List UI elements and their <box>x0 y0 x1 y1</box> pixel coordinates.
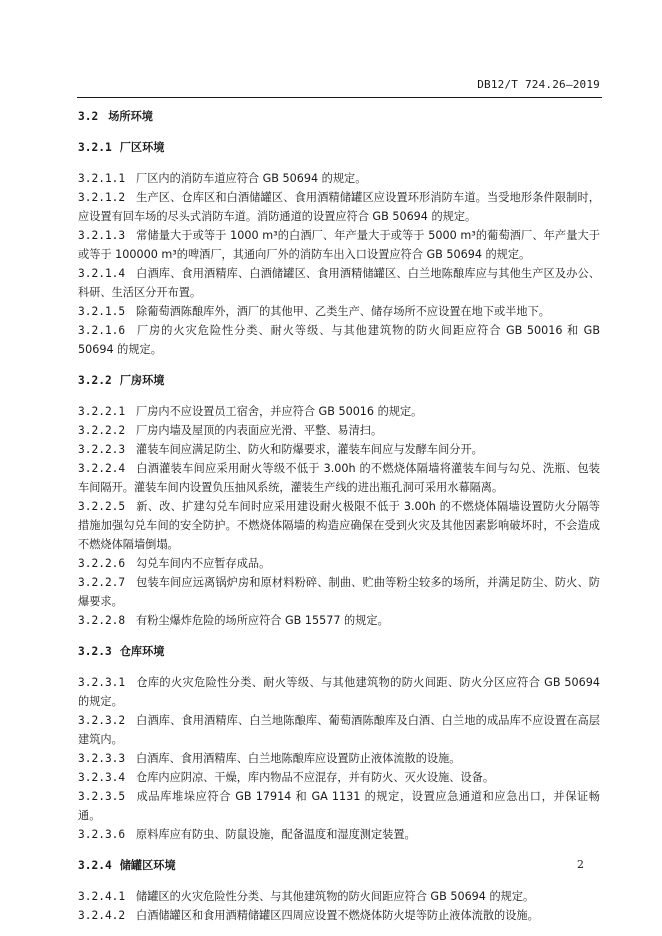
subsection-heading <box>78 856 600 875</box>
spacer <box>78 359 600 371</box>
clause-text: 储罐区的火灾危险性分类、与其他建筑物的防火间距应符合 GB 50694 的规定。 <box>136 890 535 903</box>
spacer <box>78 875 600 887</box>
clause-text: 成品库堆垛应符合 GB 17914 和 GA 1131 的规定，设置应急通道和应急出口，并保证畅通。 <box>78 790 600 822</box>
clause-paragraph <box>78 440 600 459</box>
spacer <box>78 661 600 673</box>
clause-paragraph <box>78 906 600 925</box>
subsection-number: 3.2.2 <box>78 374 112 387</box>
clause-paragraph <box>78 459 600 497</box>
clause-paragraph <box>78 787 600 825</box>
clause-number: 3.2.4.2 <box>78 909 126 922</box>
clause-number: 3.2.4.1 <box>78 890 126 903</box>
clause-paragraph <box>78 711 600 749</box>
standard-code: DB12/T 724.26—2019 <box>477 78 600 91</box>
subsection-number: 3.2.1 <box>78 141 112 154</box>
clause-text: 厂房内墙及屋顶的内表面应光滑、平整、易清扫。 <box>136 424 383 437</box>
document-body <box>78 107 600 925</box>
clause-paragraph <box>78 497 600 554</box>
subsection-title: 储罐区环境 <box>119 859 176 872</box>
clause-number: 3.2.3.2 <box>78 714 126 727</box>
clause-text: 勾兑车间内不应暂存成品。 <box>136 557 271 570</box>
section-heading <box>78 107 600 126</box>
clause-text: 白酒库、食用酒精库、白兰地陈酿库应设置防止液体流散的设施。 <box>136 752 461 765</box>
clause-paragraph <box>78 321 600 359</box>
subsection-heading <box>78 138 600 157</box>
clause-text: 白酒储罐区和食用酒精储罐区四周应设置不燃烧体防火堤等防止液体流散的设施。 <box>136 909 539 922</box>
clause-text: 白酒库、食用酒精库、白兰地陈酿库、葡萄酒陈酿库及白酒、白兰地的成品库不应设置在高层建筑内。 <box>78 714 600 746</box>
clause-text: 常储量大于或等于 1000 m³的白酒厂、年产量大于或等于 5000 m³的葡萄酒厂、年产量大于或等于 100000 m³的啤酒厂，其通向厂外的消防车出入口设置应符合 GB 50694 的规定。 <box>78 229 600 261</box>
clause-paragraph <box>78 402 600 421</box>
clause-number: 3.2.1.5 <box>78 305 126 318</box>
clause-paragraph <box>78 573 600 611</box>
clause-number: 3.2.2.2 <box>78 424 126 437</box>
clause-number: 3.2.2.4 <box>78 462 126 475</box>
clause-paragraph <box>78 554 600 573</box>
clause-text: 新、改、扩建勾兑车间时应采用建设耐火极限不低于 3.00h 的不燃烧体隔墙设置防火分隔等措施加强勾兑车间的安全防护。不燃烧体隔墙的构造应确保在受到火灾及其他因素影响破坏时，不会造成不燃烧体隔墙倒塌。 <box>78 500 600 551</box>
subsection-title: 厂房环境 <box>119 374 165 387</box>
clause-paragraph <box>78 302 600 321</box>
subsection-title: 仓库环境 <box>119 645 165 658</box>
subsection-list <box>78 126 600 925</box>
clause-paragraph <box>78 264 600 302</box>
subsection-heading <box>78 371 600 390</box>
clause-number: 3.2.1.2 <box>78 191 126 204</box>
clause-number: 3.2.2.7 <box>78 576 126 589</box>
header-rule <box>77 97 602 98</box>
clause-number: 3.2.3.5 <box>78 790 126 803</box>
clause-number: 3.2.3.4 <box>78 771 126 784</box>
clause-number: 3.2.2.1 <box>78 405 126 418</box>
subsection-number: 3.2.3 <box>78 645 112 658</box>
clause-text: 有粉尘爆炸危险的场所应符合 GB 15577 的规定。 <box>136 614 389 627</box>
clause-text: 除葡萄酒陈酿库外，酒厂的其他甲、乙类生产、储存场所不应设置在地下或半地下。 <box>136 305 550 318</box>
clause-text: 原料库应有防虫、防鼠设施，配备温度和湿度测定装置。 <box>136 828 416 841</box>
clause-number: 3.2.3.3 <box>78 752 126 765</box>
clause-paragraph <box>78 169 600 188</box>
clause-number: 3.2.1.1 <box>78 172 126 185</box>
clause-number: 3.2.3.6 <box>78 828 126 841</box>
clause-text: 厂房内不应设置员工宿舍，并应符合 GB 50016 的规定。 <box>136 405 423 418</box>
clause-paragraph <box>78 887 600 906</box>
clause-paragraph <box>78 226 600 264</box>
clause-paragraph <box>78 421 600 440</box>
clause-paragraph <box>78 825 600 844</box>
section-number: 3.2 <box>78 110 99 123</box>
clause-text: 仓库的火灾危险性分类、耐火等级、与其他建筑物的防火间距、防火分区应符合 GB 50694 的规定。 <box>78 676 600 708</box>
spacer <box>78 157 600 169</box>
page-number: 2 <box>577 858 584 871</box>
clause-number: 3.2.1.3 <box>78 229 126 242</box>
spacer <box>78 630 600 642</box>
clause-text: 白酒灌装车间应采用耐火等级不低于 3.00h 的不燃烧体隔墙将灌装车间与勾兑、洗瓶、包装车间隔开。灌装车间内设置负压抽风系统，灌装生产线的进出瓶孔洞可采用水幕隔离。 <box>78 462 600 494</box>
clause-text: 白酒库、食用酒精库、白酒储罐区、食用酒精储罐区、白兰地陈酿库应与其他生产区及办公、科研、生活区分开布置。 <box>78 267 600 299</box>
clause-text: 厂区内的消防车道应符合 GB 50694 的规定。 <box>136 172 367 185</box>
section-title: 场所环境 <box>108 110 153 123</box>
clause-number: 3.2.2.5 <box>78 500 126 513</box>
clause-text: 灌装车间应满足防尘、防火和防爆要求，灌装车间应与发酵车间分开。 <box>136 443 483 456</box>
clause-number: 3.2.2.3 <box>78 443 126 456</box>
clause-paragraph <box>78 749 600 768</box>
clause-text: 包装车间应远离锅炉房和原材料粉碎、制曲、贮曲等粉尘较多的场所，并满足防尘、防火、防爆要求。 <box>78 576 600 608</box>
clause-text: 生产区、仓库区和白酒储罐区、食用酒精储罐区应设置环形消防车道。当受地形条件限制时，应设置有回车场的尽头式消防车道。消防通道的设置应符合 GB 50694 的规定。 <box>78 191 600 223</box>
clause-text: 厂房的火灾危险性分类、耐火等级、与其他建筑物的防火间距应符合 GB 50016 和 GB 50694 的规定。 <box>78 324 600 356</box>
subsection-title: 厂区环境 <box>119 141 165 154</box>
clause-paragraph <box>78 188 600 226</box>
clause-number: 3.2.3.1 <box>78 676 126 689</box>
clause-paragraph <box>78 673 600 711</box>
clause-number: 3.2.2.6 <box>78 557 126 570</box>
clause-paragraph <box>78 611 600 630</box>
clause-number: 3.2.2.8 <box>78 614 126 627</box>
spacer <box>78 844 600 856</box>
clause-number: 3.2.1.6 <box>78 324 126 337</box>
subsection-number: 3.2.4 <box>78 859 112 872</box>
spacer <box>78 126 600 138</box>
clause-number: 3.2.1.4 <box>78 267 126 280</box>
clause-paragraph <box>78 768 600 787</box>
subsection-heading <box>78 642 600 661</box>
spacer <box>78 390 600 402</box>
clause-text: 仓库内应阴凉、干燥，库内物品不应混存，并有防火、灭火设施、设备。 <box>136 771 495 784</box>
